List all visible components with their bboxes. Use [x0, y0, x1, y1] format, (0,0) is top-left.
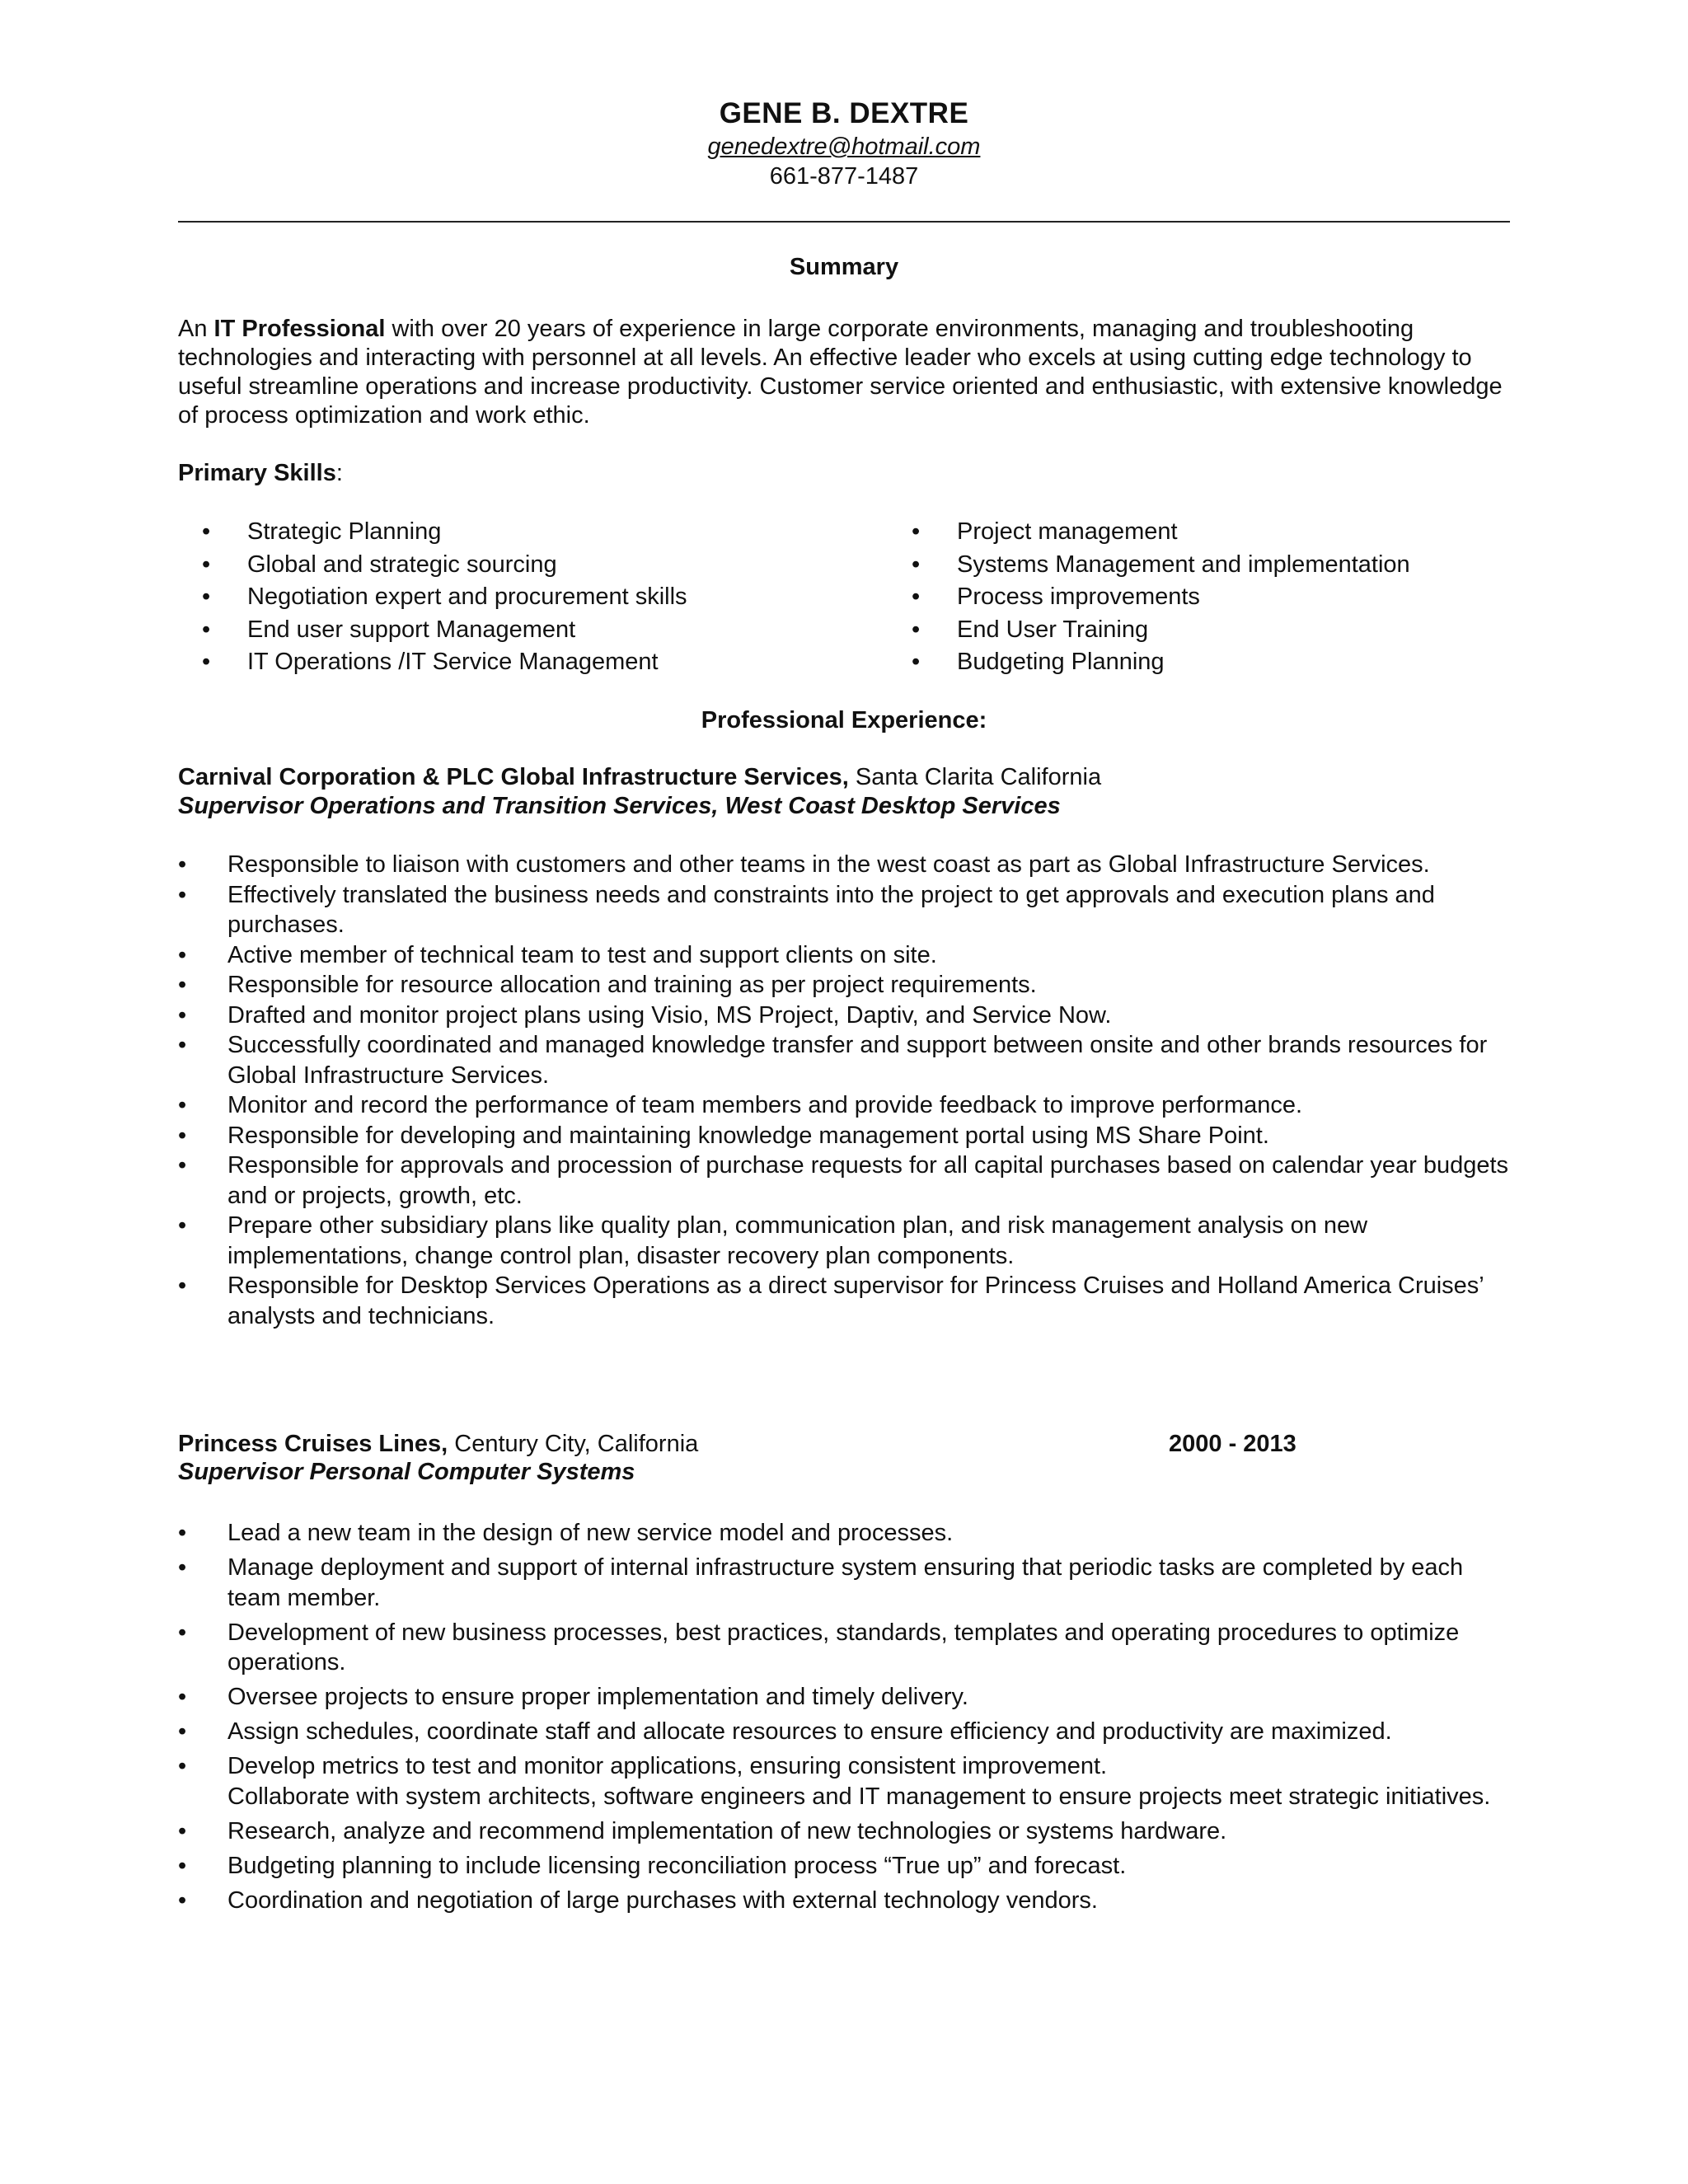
- duty-item: • Budgeting planning to include licensing reconciliation process “True up” and forecast.: [178, 1851, 1517, 1882]
- duty-item: • Effectively translated the business needs and constraints into the project to get approvals and execution plans and purchases.: [178, 880, 1517, 940]
- experience-title: Professional Experience:: [701, 707, 987, 733]
- duty-item: • Monitor and record the performance of team members and provide feedback to improve performance.: [178, 1090, 1517, 1121]
- job-duties-list: [178, 850, 1517, 1331]
- job-company: Princess Cruises Lines,: [178, 1431, 448, 1457]
- skill-item: • Project management: [888, 516, 1410, 549]
- skill-item: • Negotiation expert and procurement skills: [178, 581, 687, 614]
- job-location: Santa Clarita California: [848, 764, 1102, 790]
- job-location: Century City, California: [448, 1431, 699, 1457]
- duty-item: • Responsible to liaison with customers and other teams in the west coast as part as Global Infrastructure Services.: [178, 850, 1517, 880]
- job-years: 2000 - 2013: [1169, 1431, 1296, 1457]
- job-company: Carnival Corporation & PLC Global Infrastructure Services,: [178, 764, 849, 790]
- summary-lead: An: [178, 316, 214, 342]
- job-duties-list: [178, 1518, 1517, 1920]
- skill-item: • Strategic Planning: [178, 516, 687, 549]
- duty-item: • Responsible for approvals and procession of purchase requests for all capital purchases based on calendar year budgets and or projects, growth, etc.: [178, 1151, 1517, 1211]
- duty-item: • Research, analyze and recommend implementation of new technologies or systems hardware.: [178, 1816, 1517, 1847]
- candidate-name: GENE B. DEXTRE: [719, 97, 969, 129]
- duty-continuation: Collaborate with system architects, software engineers and IT management to ensure projects meet strategic initiatives.: [227, 1783, 1491, 1810]
- job-role: Supervisor Operations and Transition Services, West Coast Desktop Services: [178, 793, 1061, 819]
- skill-item: • End User Training: [888, 614, 1410, 647]
- duty-item: • Drafted and monitor project plans using Visio, MS Project, Daptiv, and Service Now.: [178, 1001, 1517, 1031]
- duty-item: [178, 1751, 1517, 1811]
- duty-item: • Responsible for developing and maintaining knowledge management portal using MS Share Point.: [178, 1121, 1517, 1151]
- header-divider: [178, 221, 1510, 223]
- duty-item: • Active member of technical team to test and support clients on site.: [178, 940, 1517, 971]
- phone-number: 661-877-1487: [769, 163, 919, 190]
- skill-item: • IT Operations /IT Service Management: [178, 646, 687, 679]
- duty-item: • Responsible for resource allocation and training as per project requirements.: [178, 970, 1517, 1001]
- skills-heading-label: Primary Skills: [178, 460, 336, 486]
- job-company-line: [178, 1429, 698, 1459]
- job-company-line: [178, 762, 1101, 792]
- skill-item: • Global and strategic sourcing: [178, 549, 687, 582]
- skills-list-right: [888, 516, 1410, 679]
- job-role: Supervisor Personal Computer Systems: [178, 1459, 635, 1485]
- duty-text: Develop metrics to test and monitor applications, ensuring consistent improvement.: [227, 1753, 1108, 1779]
- duty-item: • Assign schedules, coordinate staff and allocate resources to ensure efficiency and productivity are maximized.: [178, 1717, 1517, 1747]
- skill-item: • End user support Management: [178, 614, 687, 647]
- skill-item: • Budgeting Planning: [888, 646, 1410, 679]
- skill-item: • Process improvements: [888, 581, 1410, 614]
- duty-item: • Successfully coordinated and managed knowledge transfer and support between onsite and other brands resources for Global Infrastructure Services.: [178, 1030, 1517, 1090]
- duty-item: • Responsible for Desktop Services Operations as a direct supervisor for Princess Cruises and Holland America Cruises’ analysts and technicians.: [178, 1271, 1517, 1331]
- skills-list-left: [178, 516, 687, 679]
- summary-title: Summary: [789, 254, 899, 280]
- duty-item: • Manage deployment and support of internal infrastructure system ensuring that periodic tasks are completed by each team member.: [178, 1553, 1517, 1613]
- duty-item: • Lead a new team in the design of new service model and processes.: [178, 1518, 1517, 1549]
- skills-heading: [178, 458, 343, 488]
- resume-header: [0, 96, 1688, 191]
- skill-item: • Systems Management and implementation: [888, 549, 1410, 582]
- summary-bold: IT Professional: [213, 316, 386, 342]
- summary-paragraph: [178, 315, 1515, 430]
- duty-item: • Oversee projects to ensure proper implementation and timely delivery.: [178, 1682, 1517, 1713]
- duty-item: • Prepare other subsidiary plans like quality plan, communication plan, and risk management analysis on new implementations, change control plan, disaster recovery plan components.: [178, 1211, 1517, 1271]
- duty-item: • Coordination and negotiation of large purchases with external technology vendors.: [178, 1886, 1517, 1916]
- skills-heading-colon: :: [335, 460, 343, 486]
- email-link[interactable]: genedextre@hotmail.com: [707, 134, 981, 160]
- duty-item: • Development of new business processes, best practices, standards, templates and operating procedures to optimize operations.: [178, 1618, 1517, 1678]
- summary-text: with over 20 years of experience in large corporate environments, managing and troubleshooting technologies and interacting with personnel at all levels. An effective leader who excels at using cutting edge technology to useful streamline operations and increase productivity. Customer service oriented and enthusiastic, with extensive knowledge of process optimization and work ethic.: [178, 316, 1503, 429]
